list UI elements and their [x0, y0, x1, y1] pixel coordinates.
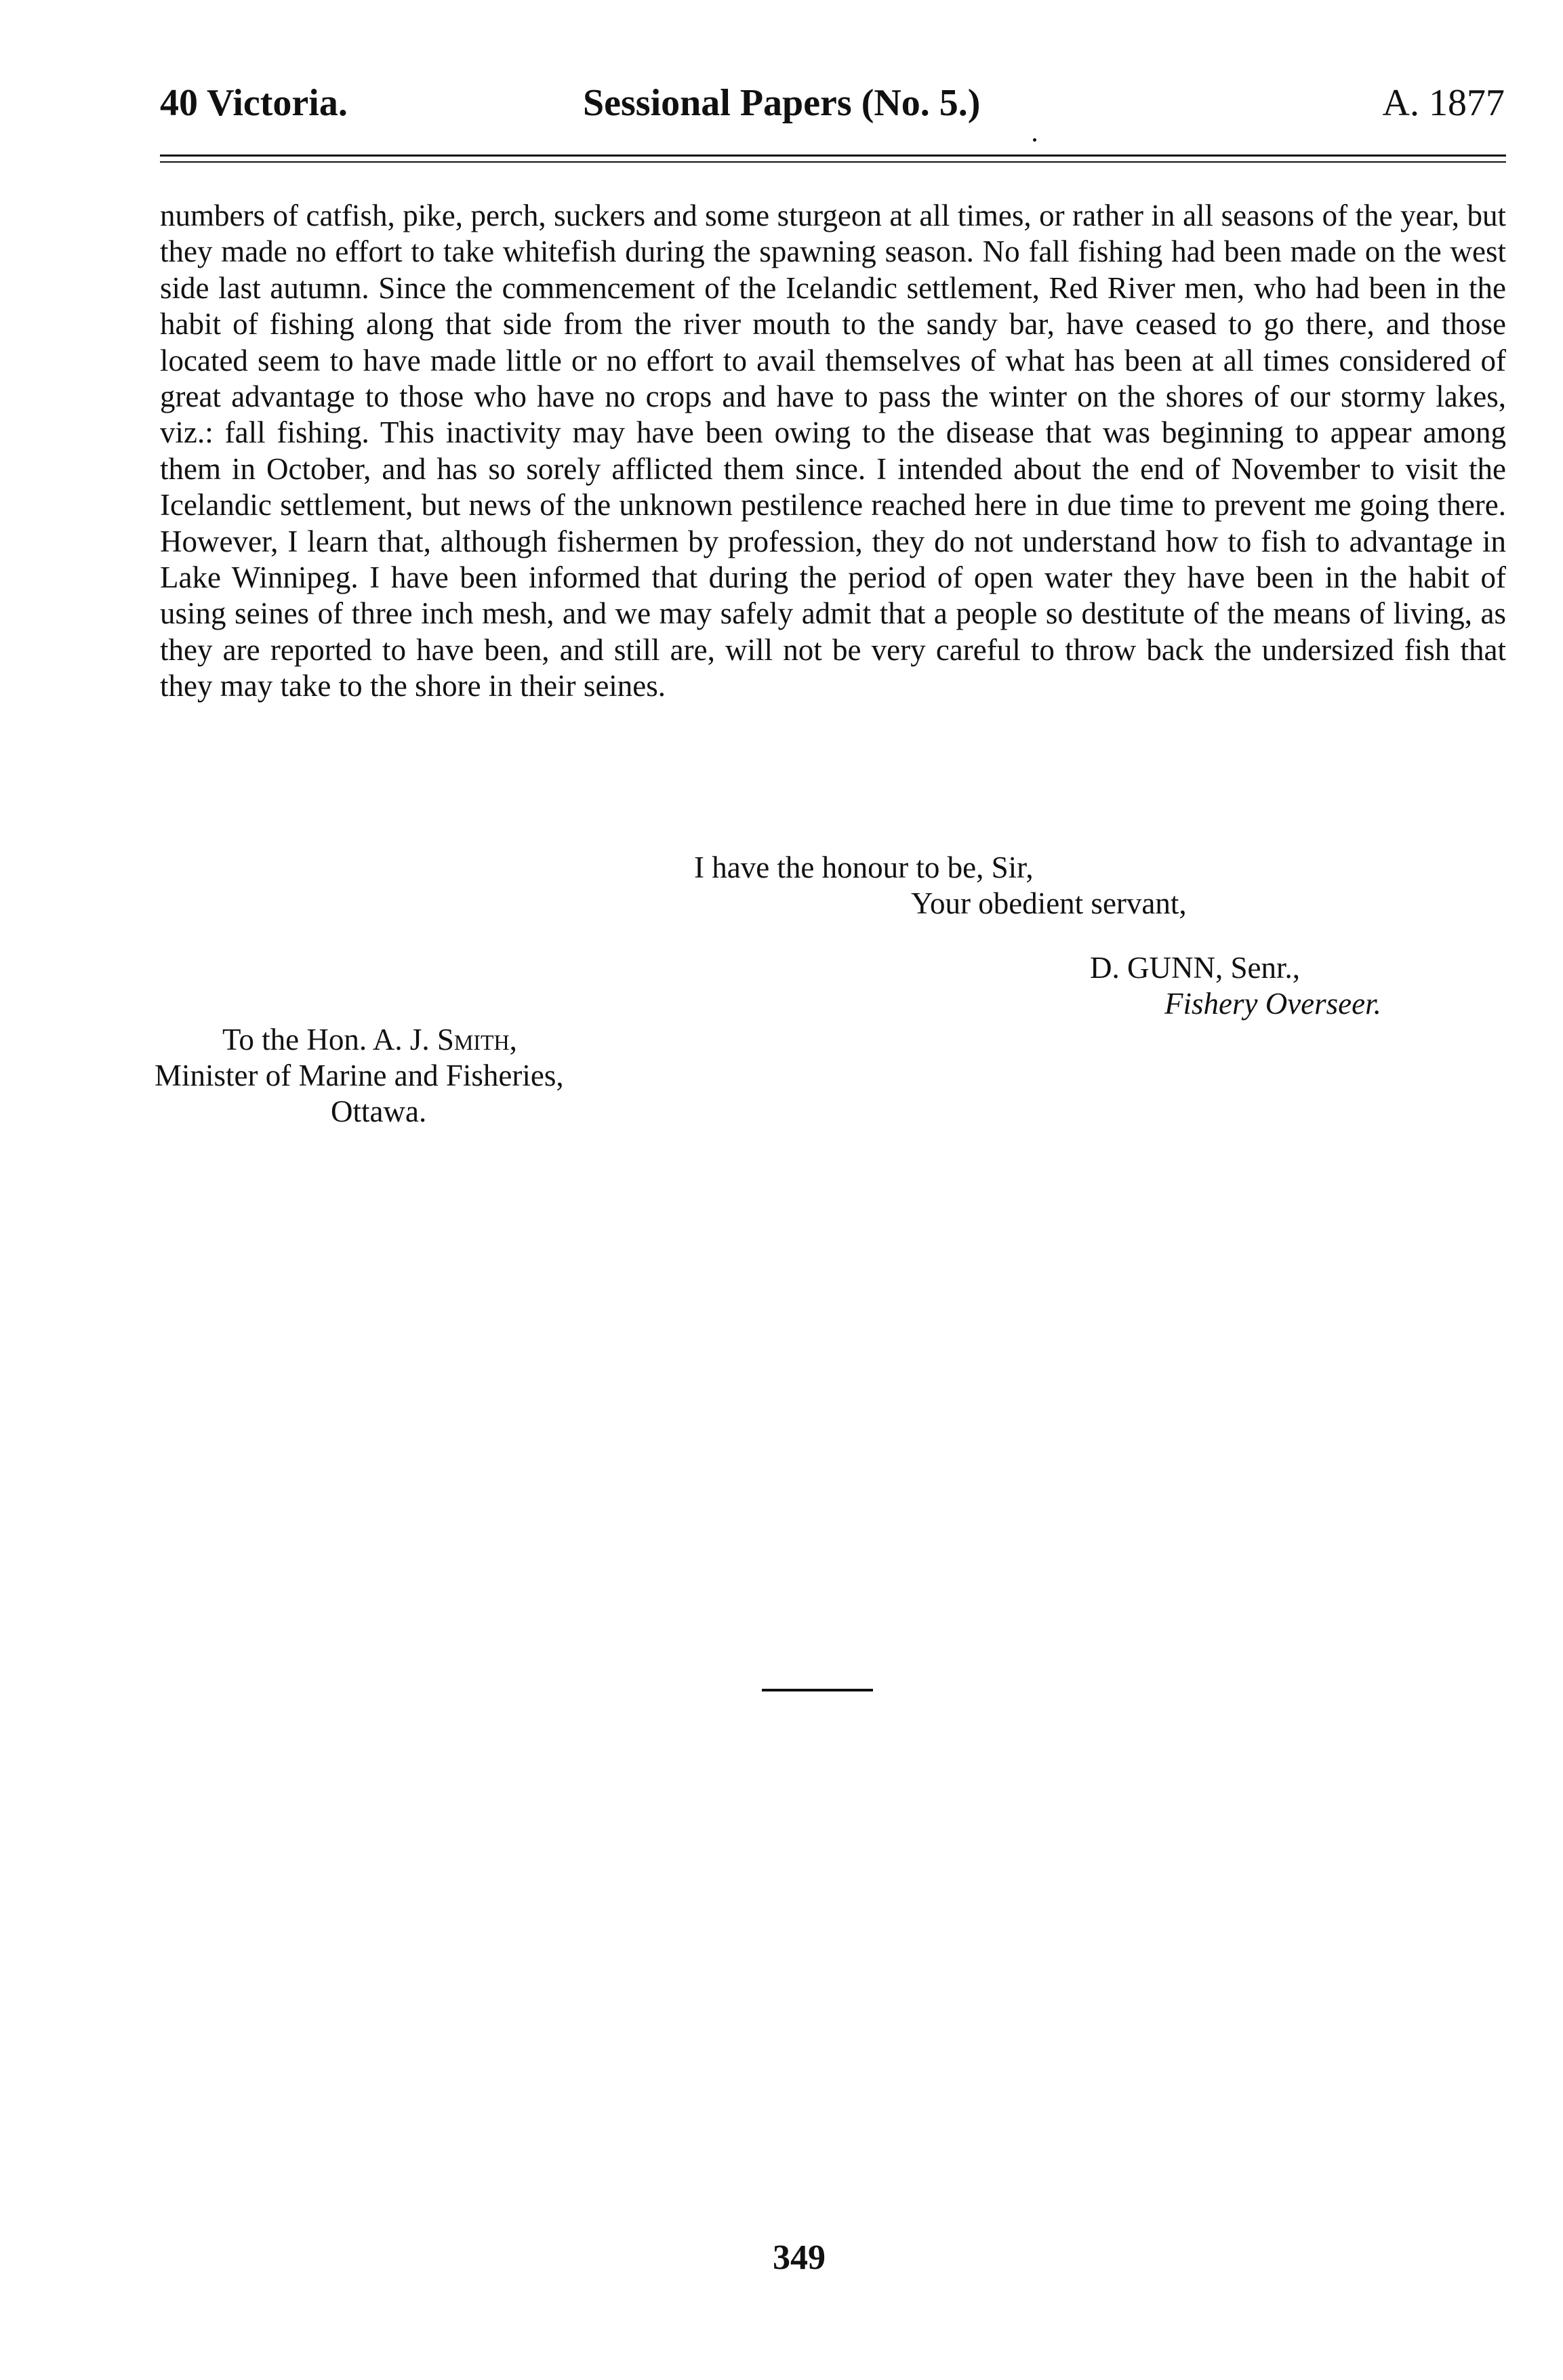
- running-header: [160, 76, 1505, 130]
- address-recipient: [222, 1022, 517, 1058]
- section-divider: [762, 1689, 873, 1691]
- closing-servant: Your obedient servant,: [911, 886, 1187, 920]
- page-number: 349: [773, 2238, 826, 2277]
- address-recipient-prefix: To the Hon. A. J.: [222, 1023, 437, 1056]
- signature-title: Fishery Overseer.: [1164, 987, 1381, 1021]
- address-office: Minister of Marine and Fisheries,: [155, 1059, 564, 1092]
- header-sessional-papers: Sessional Papers (No. 5.): [583, 82, 981, 124]
- address-city: Ottawa.: [331, 1094, 427, 1128]
- body-paragraph: numbers of catfish, pike, perch, suckers and some sturgeon at all times, or rather in all seasons of the year, but they made no effort to take whitefish during the spawning season. No fall fishing had been made on the west side last autumn. Since the commencement of the Icelandic settlement, Red River men, who had been in the habit of fishing along that side from the river mouth to the sandy bar, have ceased to go there, and those located seem to have made little or no effort to avail themselves of what has been at all times considered of great advantage to those who have no crops and have to pass the winter on the shores of our stormy lakes, viz.: fall fishing. This inactivity may have been owing to the disease that was beginning to appear among them in October, and has so sorely afflicted them since. I intended about the end of November to visit the Icelandic settlement, but news of the unknown pestilence reached here in due time to prevent me going there. However, I learn that, although fishermen by profession, they do not understand how to fish to advantage in Lake Winnipeg. I have been informed that during the period of open water they have been in the habit of using seines of three inch mesh, and we may safely admit that a people so destitute of the means of living, as they are reported to have been, and still are, will not be very careful to throw back the undersized fish that they may take to the shore in their seines.: [160, 199, 1506, 703]
- header-session: 40 Victoria.: [160, 82, 348, 124]
- header-rule-bottom: [160, 161, 1506, 163]
- header-rule-top: [160, 155, 1506, 157]
- closing-honour: I have the honour to be, Sir,: [694, 850, 1034, 884]
- signature-name: D. GUNN, Senr.,: [1090, 951, 1300, 985]
- address-recipient-name: Smith,: [437, 1023, 517, 1056]
- header-year: A. 1877: [1382, 82, 1505, 124]
- print-speck: [1033, 138, 1036, 142]
